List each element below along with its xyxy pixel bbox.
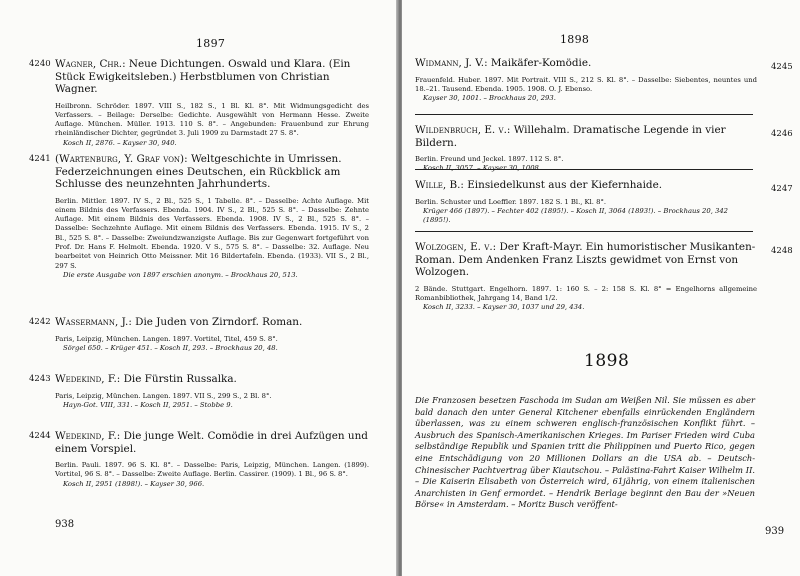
bibliography-entry xyxy=(29,58,369,148)
entry-title: Die Juden von Zirndorf. Roman. xyxy=(135,316,303,328)
entry-title: Einsiedelkunst aus der Kiefernhaide. xyxy=(467,179,663,191)
entry-title: Die junge Welt. Comödie in drei Aufzügen und einem Vorspiel. xyxy=(55,430,368,455)
entry-title: Die Fürstin Russalka. xyxy=(123,373,237,385)
entry-number: 4247 xyxy=(771,184,793,194)
bibliography-entry xyxy=(415,57,793,103)
page-number-left: 938 xyxy=(55,519,75,530)
bibliography-entry xyxy=(29,373,369,410)
entry-citation: Kosch II, 3233. – Kayser 30, 1037 und 29, 434. xyxy=(423,303,585,312)
entry-number: 4243 xyxy=(29,374,51,384)
right-page xyxy=(402,0,800,576)
entry-details: 2 Bände. Stuttgart. Engelhorn. 1897. 1: 160 S. – 2: 158 S. Kl. 8° = Engelhorns allgemeine Romanbibliothek, Jahrgang 14, Band 1/2. xyxy=(415,284,757,302)
page-number-right: 939 xyxy=(765,526,785,537)
entry-headline xyxy=(55,430,369,455)
year-heading: 1898 xyxy=(584,351,630,371)
entry-title: Willehalm. Dramatische Legende in vier Bildern. xyxy=(415,124,726,149)
entry-number: 4240 xyxy=(29,59,51,69)
bibliography-entry xyxy=(29,430,369,489)
entry-details: Berlin. Freund und Jeckel. 1897. 112 S. 8°. xyxy=(415,155,564,163)
entry-divider xyxy=(415,114,753,115)
entry-citation: Die erste Ausgabe von 1897 erschien anonym. – Brockhaus 20, 513. xyxy=(63,270,298,279)
entry-author: (Wartenburg, Y. Graf von): xyxy=(55,153,188,165)
entry-author: Widmann, J. V.: xyxy=(415,57,488,69)
entry-author: Wolzogen, E. v.: xyxy=(415,241,497,253)
entry-author: Wille, B.: xyxy=(415,179,464,191)
entry-headline xyxy=(415,241,757,279)
entry-citation: Kayser 30, 1001. – Brockhaus 20, 293. xyxy=(423,94,556,103)
entry-divider xyxy=(415,231,753,232)
entry-title: Neue Dichtungen. Oswald und Klara. (Ein Stück Ewigkeitsleben.) Herbstblumen von Christian Wagner. xyxy=(55,58,351,95)
entry-details: Berlin. Pauli. 1897. 96 S. Kl. 8°. – Dasselbe: Paris, Leipzig, München. Langen. (1899). Vortitel, 96 S. 8°. – Dasselbe: Zweite Auflage. Berlin. Cassirer. (1909). 1 Bl., 96 S. 8°. xyxy=(55,461,369,479)
entry-details: Heilbronn. Schröder. 1897. VIII S., 182 S., 1 Bl. Kl. 8°. Mit Widmungsgedicht des Verfassers. – Beilage: Derselbe: Gedichte. Ausgewählt von Hermann Hesse. Zweite Auflage. München. Müller. 1913. 110 S. 8°. – Angebunden: Frauenbund zur Ehrung rheinländischer Dichter, gegründet 3. Juli 1909 zu Darmstadt 27 S. 8°. xyxy=(55,101,369,138)
entry-citation: Hayn-Got. VIII, 331. – Kosch II, 2951. – Stobbe 9. xyxy=(63,400,233,409)
entry-headline xyxy=(415,124,757,149)
bibliography-entry xyxy=(29,153,369,280)
year-chronicle-text: Die Franzosen besetzen Faschoda im Sudan am Weißen Nil. Sie müssen es aber bald danach den unter General Kitchener ebenfalls einrückenden Engländern überlassen, was zu einem schweren englisch-französischen Konflikt führt. – Ausbruch des Spanisch-Amerikanischen Krieges. Im Pariser Frieden wird Cuba selbständige Republik und Spanien tritt die Philippinen und Puerto Rico, gegen eine Entschädigung von 20 Millionen Dollars an die USA ab. – Deutsch-Chinesischer Pachtvertrag über Kiautschou. – Palästina-Fahrt Kaiser Wilhelm II. – Die Kaiserin Elisabeth von Österreich wird, 61jährig, von einem italienischen Anarchisten in Genf ermordet. – Hendrik Berlage beginnt den Bau der »Neuen Börse« in Amsterdam. – Moritz Busch veröffent- xyxy=(415,395,755,510)
entry-details: Berlin. Schuster und Loeffler. 1897. 182 S. 1 Bl., Kl. 8°. xyxy=(415,197,607,206)
entry-number: 4246 xyxy=(771,129,793,139)
entry-citation: Krüger 466 (1897). – Fechter 402 (1895!). – Kosch II, 3064 (1893!). – Brockhaus 20, 342 (1895!). xyxy=(423,206,729,225)
bibliography-entry xyxy=(415,124,793,174)
entry-headline xyxy=(415,57,757,70)
entry-divider xyxy=(415,169,753,170)
entry-author: Wedekind, F.: xyxy=(55,430,121,442)
bibliography-entry xyxy=(415,241,793,312)
entry-number: 4244 xyxy=(29,431,51,441)
entry-details: Berlin. Mittler. 1897. IV S., 2 Bl., 525 S., 1 Tabelle. 8°. – Dasselbe: Achte Auflage. Mit einem Bildnis des Verfassers. Ebenda. 1904. IV S., 2 Bl., 525 S. 8°. – Dasselbe: Zehnte Auflage. Mit einem Bildnis des Verfassers. Ebenda. 1908. IV S., 2 Bl., 525 S. 8°. – Dasselbe: Sechzehnte Auflage. Mit einem Bildnis des Verfassers. Ebenda. 1915. IV S., 2 Bl., 525 S. 8°. – Dasselbe: Zweiundzwanzigste Auflage. Bis zur Gegenwart fortgeführt von Prof. Dr. Hans F. Helmolt. Ebenda. 1920. V S., 575 S. 8°. – Dasselbe: 32. Auflage. Neu bearbeitet von Heinrich Otto Meissner. Mit 16 Bildertafeln. Ebenda. (1933). VII S., 2 Bl., 297 S. xyxy=(55,196,369,270)
running-head-left: 1897 xyxy=(196,37,226,50)
entry-headline xyxy=(55,373,369,386)
entry-title: Maikäfer-Komödie. xyxy=(490,57,592,69)
entry-citation: Kosch II, 2951 (1898!). – Kayser 30, 966. xyxy=(63,479,205,488)
entry-author: Wassermann, J.: xyxy=(55,316,132,328)
entry-number: 4248 xyxy=(771,246,793,256)
running-head-right: 1898 xyxy=(560,33,590,46)
entry-number: 4242 xyxy=(29,317,51,327)
bibliography-entry xyxy=(415,179,793,225)
entry-citation: Sörgel 650. – Krüger 451. – Kosch II, 293. – Brockhaus 20, 48. xyxy=(63,343,278,352)
entry-title: Der Kraft-Mayr. Ein humoristischer Musikanten-Roman. Dem Andenken Franz Liszts gewidmet von Ernst von Wolzogen. xyxy=(415,241,756,278)
left-page xyxy=(0,0,398,576)
entry-details: Paris, Leipzig, München. Langen. 1897. Vortitel, Titel, 459 S. 8°. xyxy=(55,334,278,343)
bibliography-entry xyxy=(29,316,369,353)
entry-author: Wedekind, F.: xyxy=(55,373,121,385)
entry-headline xyxy=(415,179,757,192)
entry-number: 4245 xyxy=(771,62,793,72)
entry-citation: Kosch II, 2876. – Kayser 30, 940. xyxy=(63,138,177,147)
entry-title: Weltgeschichte in Umrissen. Federzeichnungen eines Deutschen, ein Rückblick am Schlusse des neunzehnten Jahrhunderts. xyxy=(55,153,342,190)
entry-author: Wagner, Chr.: xyxy=(55,58,126,70)
entry-headline xyxy=(55,58,369,96)
entry-details: Frauenfeld. Huber. 1897. Mit Portrait. VIII S., 212 S. Kl. 8°. – Dasselbe: Siebentes, neuntes und 18.–21. Tausend. Ebenda. 1905. 1908. O. J. Ebenso. xyxy=(415,75,757,93)
entry-author: Wildenbruch, E. v.: xyxy=(415,124,511,136)
entry-headline xyxy=(55,316,369,329)
entry-headline xyxy=(55,153,369,191)
entry-number: 4241 xyxy=(29,154,51,164)
entry-details: Paris, Leipzig, München. Langen. 1897. VII S., 299 S., 2 Bl. 8°. xyxy=(55,391,272,400)
